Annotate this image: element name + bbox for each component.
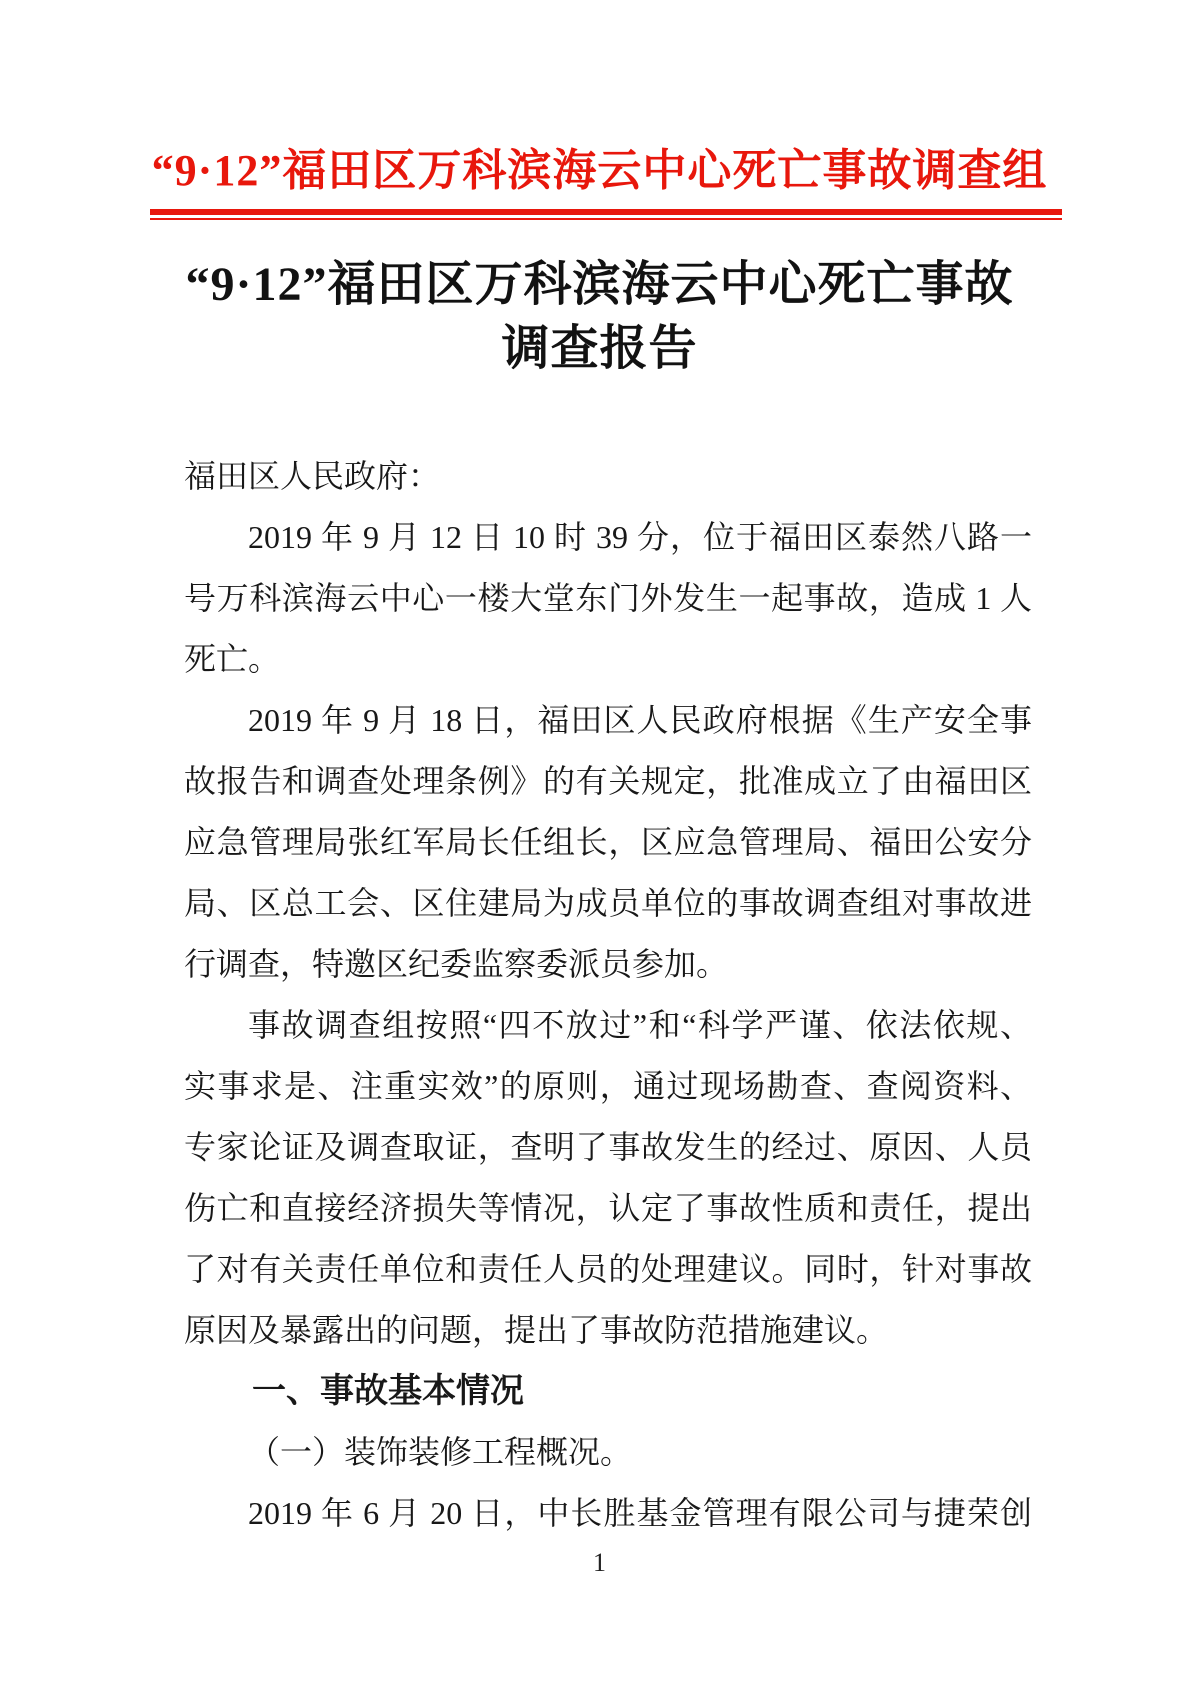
body-text — [184, 446, 1032, 1544]
document-title-line1: “9·12”福田区万科滨海云中心死亡事故 — [185, 258, 1014, 311]
document-title — [0, 253, 1199, 381]
text-line: 专家论证及调查取证，查明了事故发生的经过、原因、人员 — [184, 1129, 1032, 1165]
text-line: 2019 年 9 月 18 日，福田区人民政府根据《生产安全事 — [248, 702, 1032, 738]
letterhead-banner: “9·12”福田区万科滨海云中心死亡事故调查组 — [151, 146, 1048, 195]
text-line: 2019 年 9 月 12 日 10 时 39 分，位于福田区泰然八路一 — [248, 519, 1032, 555]
page-number: 1 — [593, 1548, 606, 1577]
text-line: 了对有关责任单位和责任人员的处理建议。同时，针对事故 — [184, 1251, 1032, 1287]
letterhead-double-rule — [150, 209, 1062, 220]
text-line: 应急管理局张红军局长任组长，区应急管理局、福田公安分 — [184, 824, 1032, 860]
text-line: 2019 年 6 月 20 日，中长胜基金管理有限公司与捷荣创 — [248, 1495, 1032, 1531]
text-line: 实事求是、注重实效”的原则，通过现场勘查、查阅资料、 — [184, 1068, 1032, 1104]
section-heading: 一、事故基本情况 — [252, 1372, 524, 1410]
document-title-line2: 调查报告 — [501, 322, 698, 375]
text-line: 故报告和调查处理条例》的有关规定，批准成立了由福田区 — [184, 763, 1032, 799]
text-line: 事故调查组按照“四不放过”和“科学严谨、依法依规、 — [248, 1007, 1032, 1043]
text-line: 原因及暴露出的问题，提出了事故防范措施建议。 — [184, 1312, 889, 1348]
salutation-line: 福田区人民政府： — [184, 458, 441, 494]
text-line: 伤亡和直接经济损失等情况，认定了事故性质和责任，提出 — [184, 1190, 1032, 1226]
text-line: 号万科滨海云中心一楼大堂东门外发生一起事故，造成 1 人 — [184, 580, 1032, 616]
text-line: 行调查，特邀区纪委监察委派员参加。 — [184, 946, 729, 982]
text-line: 局、区总工会、区住建局为成员单位的事故调查组对事故进 — [184, 885, 1032, 921]
text-line: 死亡。 — [184, 641, 281, 677]
subsection-heading: （一）装饰装修工程概况。 — [248, 1434, 633, 1470]
